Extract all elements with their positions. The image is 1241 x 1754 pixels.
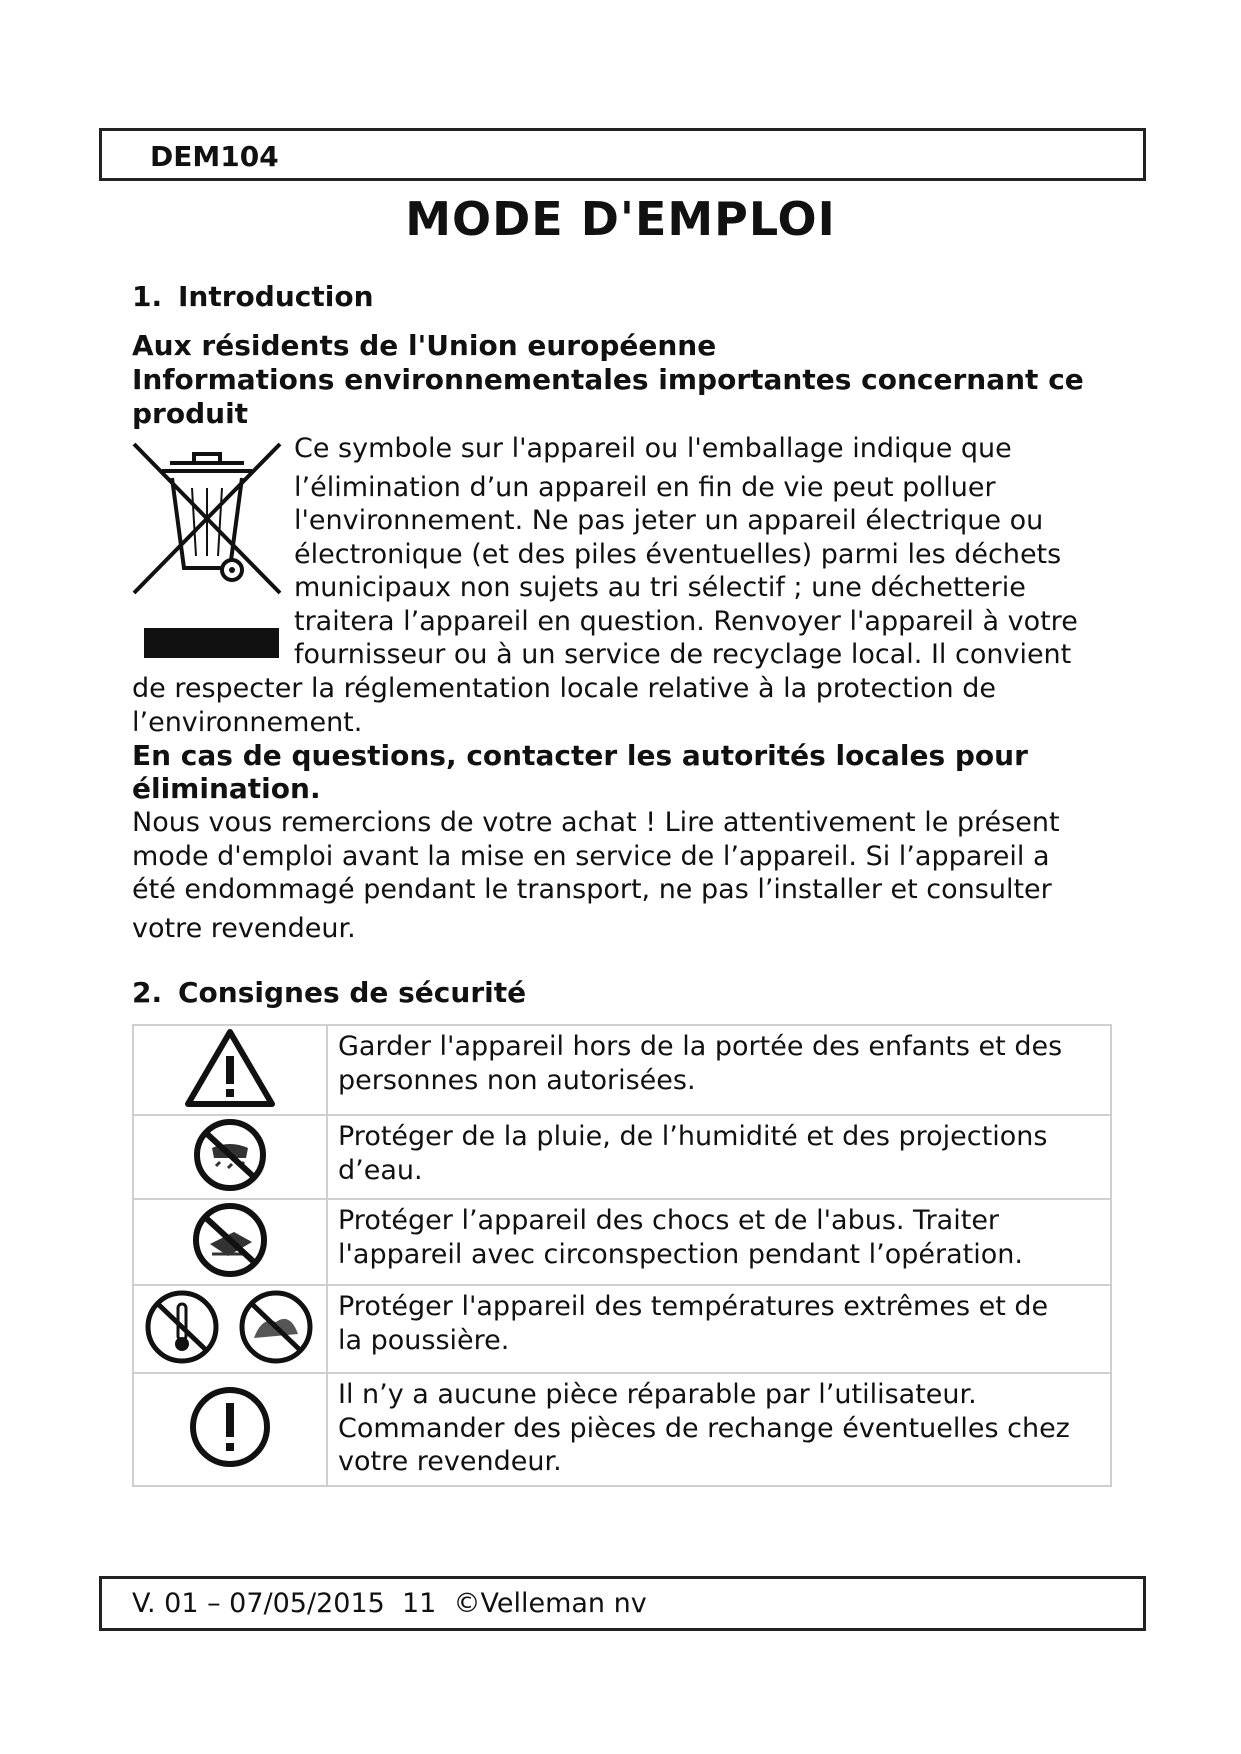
safety-icon-cell: [133, 1199, 327, 1285]
warning-triangle-icon: [184, 1028, 276, 1108]
safety-text-cell: [327, 1199, 1111, 1285]
no-water-icon: [190, 1118, 270, 1192]
env-heading-line-1: Informations environnementales importantes concernant ce: [132, 363, 1084, 396]
safety-row: [133, 1373, 1111, 1486]
page-title: MODE D'EMPLOI: [405, 192, 836, 246]
footer-text: V. 01 – 07/05/2015 11 ©Velleman nv: [132, 1588, 647, 1619]
thanks-line: mode d'emploi avant la mise en service de l’appareil. Si l’appareil a: [132, 840, 1050, 872]
weee-paragraph: [294, 432, 1078, 672]
exclamation-circle-icon: [188, 1385, 272, 1469]
safety-line: Protéger l’appareil des chocs et de l'abus. Traiter: [338, 1205, 1000, 1236]
safety-text-cell: [327, 1285, 1111, 1373]
safety-line: Commander des pièces de rechange éventuelles chez: [338, 1412, 1070, 1444]
safety-row: [133, 1199, 1111, 1285]
thanks-line: votre revendeur.: [132, 912, 356, 944]
thanks-paragraph: [132, 806, 1060, 945]
section-1-heading: [132, 280, 374, 313]
thanks-line: Nous vous remercions de votre achat ! Lire attentivement le présent: [132, 807, 1060, 838]
safety-row: [133, 1285, 1111, 1373]
safety-line: personnes non autorisées.: [338, 1064, 696, 1096]
weee-line: Ce symbole sur l'appareil ou l'emballage indique que: [294, 433, 1012, 464]
env-heading-line-2: produit: [132, 397, 249, 430]
safety-icon-cell: [133, 1025, 327, 1115]
questions-line-2: élimination.: [132, 772, 321, 805]
section-2-title: Consignes de sécurité: [178, 976, 527, 1009]
weee-line: traitera l’appareil en question. Renvoyer l'appareil à votre: [294, 605, 1078, 637]
eu-heading: Aux résidents de l'Union européenne: [132, 329, 717, 362]
safety-text-cell: [327, 1115, 1111, 1199]
no-temperature-dust-icon: [140, 1288, 320, 1366]
safety-row: [133, 1025, 1111, 1115]
weee-line: municipaux non sujets au tri sélectif ; une déchetterie: [294, 572, 1026, 603]
safety-line: la poussière.: [338, 1324, 510, 1356]
weee-line: l’élimination d’un appareil en fin de vie peut polluer: [294, 471, 996, 503]
safety-line: l'appareil avec circonspection pendant l’opération.: [338, 1238, 1023, 1270]
no-shock-icon: [188, 1202, 272, 1278]
safety-icon-cell: [133, 1285, 327, 1373]
safety-text-cell: [327, 1025, 1111, 1115]
weee-cont-line: de respecter la réglementation locale relative à la protection de: [132, 673, 996, 704]
safety-text-cell: [327, 1373, 1111, 1486]
safety-line: votre revendeur.: [338, 1446, 562, 1477]
safety-line: Garder l'appareil hors de la portée des enfants et des: [338, 1031, 1063, 1062]
weee-line: électronique (et des piles éventuelles) parmi les déchets: [294, 538, 1062, 570]
weee-continuation: [132, 672, 996, 739]
section-2-heading: [132, 976, 526, 1009]
weee-line: fournisseur ou à un service de recyclage local. Il convient: [294, 639, 1072, 670]
thanks-line: été endommagé pendant le transport, ne pas l’installer et consulter: [132, 874, 1052, 905]
safety-icon-cell: [133, 1115, 327, 1199]
section-2-number: 2.: [132, 976, 163, 1009]
safety-line: d’eau.: [338, 1154, 423, 1186]
weee-bin-icon: [132, 438, 282, 663]
safety-table: [132, 1024, 1112, 1487]
safety-icon-cell: [133, 1373, 327, 1486]
safety-line: Protéger l'appareil des températures extrêmes et de: [338, 1291, 1049, 1322]
safety-line: Il n’y a aucune pièce réparable par l’utilisateur.: [338, 1379, 977, 1410]
weee-line: l'environnement. Ne pas jeter un appareil électrique ou: [294, 505, 1044, 536]
weee-cont-line: l’environnement.: [132, 706, 363, 738]
safety-line: Protéger de la pluie, de l’humidité et des projections: [338, 1121, 1048, 1152]
model-code: DEM104: [150, 140, 279, 173]
safety-row: [133, 1115, 1111, 1199]
section-1-number: 1.: [132, 280, 163, 313]
section-1-title: Introduction: [178, 280, 374, 313]
questions-line-1: En cas de questions, contacter les autorités locales pour: [132, 739, 1028, 772]
